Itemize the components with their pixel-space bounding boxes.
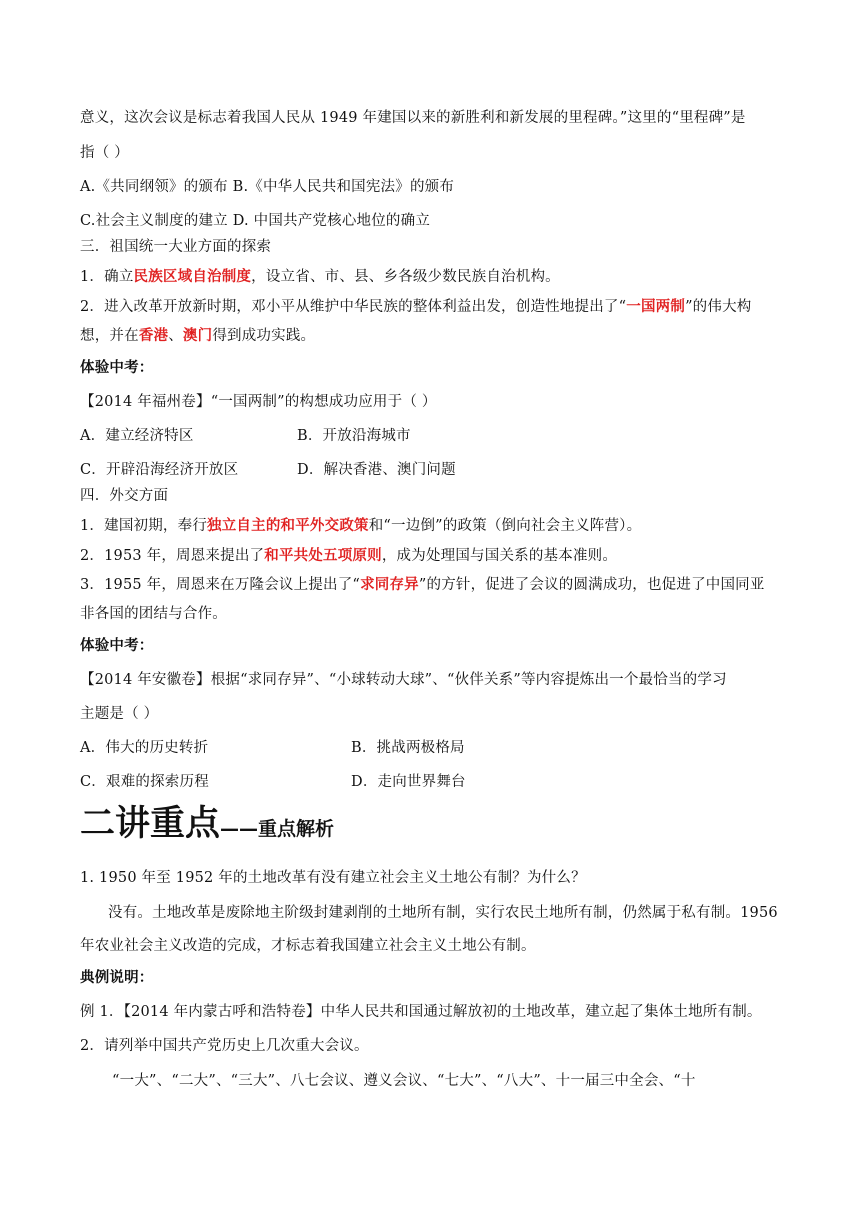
text-line: 意义，这次会议是标志着我国人民从 1949 年建国以来的新胜利和新发展的里程碑。”这里的“里程碑”是 <box>80 110 746 126</box>
section-heading: 三．祖国统一大业方面的探索 <box>80 239 272 255</box>
example-heading: 典例说明： <box>80 970 154 986</box>
option-line: C.社会主义制度的建立 D. 中国共产党核心地位的确立 <box>80 213 431 229</box>
answer-line: “一大”、“二大”、“三大”、八七会议、遵义会议、“七大”、“八大”、十一届三中全会、“十 <box>112 1073 696 1089</box>
text-run: ”的伟大构 <box>685 299 752 315</box>
option-line: A.《共同纲领》的颁布 B.《中华人民共和国宪法》的颁布 <box>80 179 455 195</box>
question-line: 【2014 年福州卷】“一国两制”的构想成功应用于（ ） <box>80 394 437 410</box>
text-run: 1．建国初期，奉行 <box>80 518 208 534</box>
question-line: 1. 1950 年至 1952 年的土地改革有没有建立社会主义土地公有制？为什么？ <box>80 870 586 886</box>
heading-sub: ——重点解析 <box>220 818 335 840</box>
option-c: C．艰难的探索历程 <box>80 774 209 790</box>
text-run: 2．1953 年，周恩来提出了 <box>80 548 265 564</box>
heading-main: 二讲重点 <box>80 804 221 844</box>
highlight-term: 民族区域自治制度 <box>133 269 252 285</box>
text-line <box>80 297 751 317</box>
option-d: D．走向世界舞台 <box>351 774 466 790</box>
text-line: 非各国的团结与合作。 <box>80 606 227 622</box>
text-run: 2．进入改革开放新时期，邓小平从维护中华民族的整体利益出发，创造性地提出了“ <box>80 299 627 315</box>
text-run: 得到成功实践。 <box>212 328 316 344</box>
option-a: A．伟大的历史转折 <box>80 740 209 756</box>
option-a: A．建立经济特区 <box>80 428 194 444</box>
section-heading: 四．外交方面 <box>80 488 169 504</box>
text-run: ”的方针，促进了会议的圆满成功，也促进了中国同亚 <box>418 577 765 593</box>
option-c: C．开辟沿海经济开放区 <box>80 462 239 478</box>
text-line <box>80 575 765 595</box>
option-d: D．解决香港、澳门问题 <box>297 462 456 478</box>
text-run: 想，并在 <box>80 328 139 344</box>
text-run: 3．1955 年，周恩来在万隆会议上提出了“ <box>80 577 361 593</box>
text-run: ，成为处理国与国关系的基本准则。 <box>381 548 618 564</box>
text-line <box>80 267 560 287</box>
text-line <box>80 546 617 566</box>
answer-line: 年农业社会主义改造的完成，才标志着我国建立社会主义土地公有制。 <box>80 938 536 954</box>
text-run: 、 <box>168 328 183 344</box>
highlight-term: 求同存异 <box>360 577 419 593</box>
example-line: 例 1．【2014 年内蒙古呼和浩特卷】中华人民共和国通过解放初的土地改革，建立起了集体土地所有制。 <box>80 1004 762 1020</box>
highlight-term: 独立自主的和平外交政策 <box>207 518 369 534</box>
option-b: B．挑战两极格局 <box>351 740 465 756</box>
answer-line: 没有。土地改革是废除地主阶级封建剥削的土地所有制，实行农民土地所有制，仍然属于私有制。1956 <box>108 905 778 921</box>
text-line: 指（ ） <box>80 145 129 161</box>
text-run: 和“一边倒”的政策（倒向社会主义阵营）。 <box>368 518 642 534</box>
lecture-heading <box>80 802 334 852</box>
highlight-term: 和平共处五项原则 <box>264 548 382 564</box>
text-line <box>80 516 641 536</box>
text-run: 1．确立 <box>80 269 134 285</box>
highlight-term: 一国两制 <box>626 299 686 315</box>
option-b: B．开放沿海城市 <box>297 428 411 444</box>
question-line: 主题是（ ） <box>80 706 159 722</box>
highlight-term: 澳门 <box>182 328 213 344</box>
text-line <box>80 326 315 346</box>
exercise-heading: 体验中考： <box>80 638 154 654</box>
text-run: ，设立省、市、县、乡各级少数民族自治机构。 <box>251 269 560 285</box>
question-line: 2．请列举中国共产党历史上几次重大会议。 <box>80 1038 369 1054</box>
question-line: 【2014 年安徽卷】根据“求同存异”、“小球转动大球”、“伙伴关系”等内容提炼出一个最恰当的学习 <box>80 672 727 688</box>
exercise-heading: 体验中考： <box>80 360 154 376</box>
highlight-term: 香港 <box>138 328 169 344</box>
